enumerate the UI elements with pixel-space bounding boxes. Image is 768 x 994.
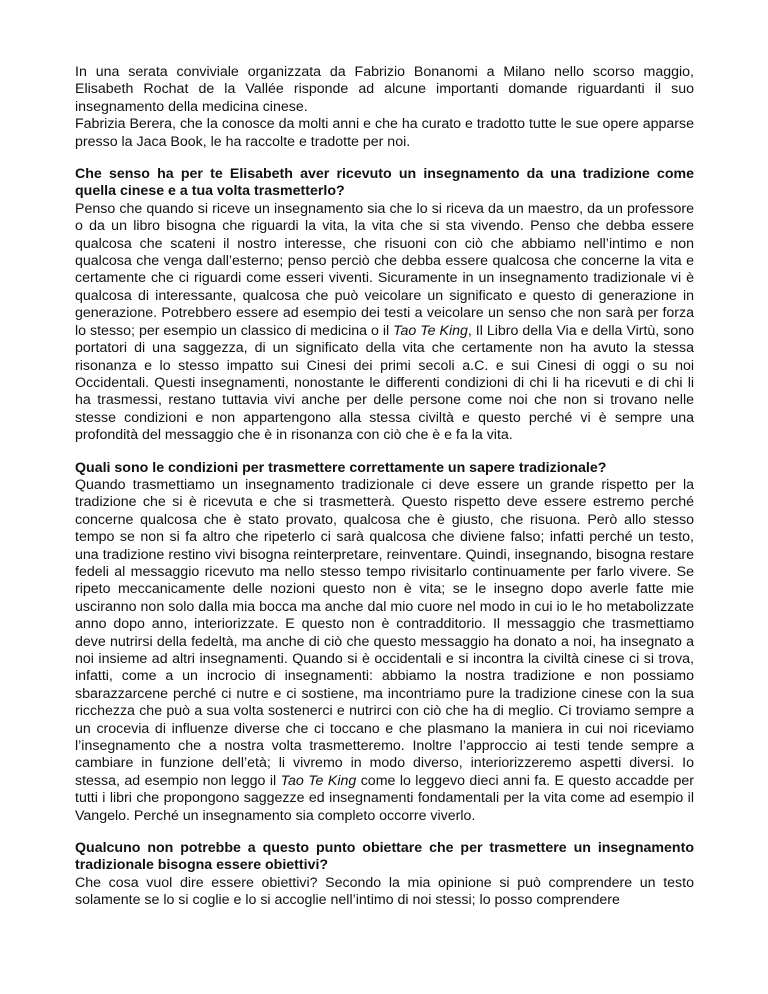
document-page xyxy=(75,64,694,910)
paragraph-gap xyxy=(75,151,694,166)
answer-1 xyxy=(75,201,694,445)
book-title-tao-te-king: Tao Te King xyxy=(393,322,468,339)
answer-1-text-b: , Il Libro della Via e della Virtù, sono portatori di una saggezza, di un significato della vita che certamente non ha avuto la stessa risonanza e lo stesso impatto sui Cinesi dei primi secoli a.C. e sui Cinesi di oggi o su noi Occidentali. Questi insegnamenti, nonostante le differenti condizioni di chi li ha ricevuti e di chi li ha trasmessi, restano tuttavia vivi anche per delle persone come noi che non si trovano nelle stesse condizioni e non appartengono alla stessa civiltà e questo perché vi è sempre una profondità del messaggio che è in risonanza con ciò che è e fa la vita. xyxy=(75,322,694,444)
paragraph-gap xyxy=(75,825,694,840)
intro-paragraph: In una serata conviviale organizzata da Fabrizio Bonanomi a Milano nello scorso maggio, Elisabeth Rochat de la Vallée risponde ad alcune importanti domande riguardanti il suo insegnamento della medicina cinese. xyxy=(75,64,694,115)
question-2: Quali sono le condizioni per trasmettere correttamente un sapere tradizionale? xyxy=(75,459,607,476)
question-1: Che senso ha per te Elisabeth aver ricevuto un insegnamento da una tradizione come quella cinese e a tua volta trasmetterlo? xyxy=(75,166,694,200)
answer-1-text-a: Penso che quando si riceve un insegnamento sia che lo si riceva da un maestro, da un professore o da un libro bisogna che riguardi la vita, la vita che si sta vivendo. Penso che debba essere qualcosa che scateni il nostro interesse, che risuoni con ciò che abbiamo nell’intimo e non qualcosa che venga dall’esterno; penso perciò che debba essere qualcosa che concerne la vita e certamente che ci riguardi come esseri viventi. Sicuramente in un insegnamento tradizionale vi è qualcosa di interessante, qualcosa che può veicolare un significato e questo di generazione in generazione. Potrebbero essere ad esempio dei testi a veicolare un senso che non sarà per forza lo stesso; per esempio un classico di medicina o il xyxy=(75,200,694,339)
answer-2 xyxy=(75,477,694,825)
answer-3: Che cosa vuol dire essere obiettivi? Secondo la mia opinione si può comprendere un testo solamente se lo si coglie e lo si accoglie nell’intimo di noi stessi; lo posso comprendere xyxy=(75,874,694,909)
intro-credit-paragraph: Fabrizia Berera, che la conosce da molti anni e che ha curato e tradotto tutte le sue opere apparse presso la Jaca Book, le ha raccolte e tradotte per noi. xyxy=(75,116,694,150)
book-title-tao-te-king: Tao Te King xyxy=(280,772,357,789)
question-3: Qualcuno non potrebbe a questo punto obiettare che per trasmettere un insegnamento tradizionale bisogna essere obiettivi? xyxy=(75,840,694,874)
answer-2-text-a: Quando trasmettiamo un insegnamento tradizionale ci deve essere un grande rispetto per la tradizione che si è ricevuta e che si trasmetterà. Questo rispetto deve essere estremo perché concerne qualcosa che è stato provato, qualcosa che è giusto, che risuona. Però allo stesso tempo se non si fa altro che ripeterlo ci sarà qualcosa che diviene falso; infatti perché un testo, una tradizione restino vivi bisogna reinterpretare, reinventare. Quindi, insegnando, bisogna restare fedeli al messaggio ricevuto ma nello stesso tempo rivisitarlo continuamente per farlo vivere. Se ripeto meccanicamente delle nozioni questo non è vita; se le insegno dopo averle fatte mie usciranno non solo dalla mia bocca ma anche dal mio cuore nel modo in cui io le ho metabolizzate anno dopo anno, interiorizzate. E questo non è contradditorio. Il messaggio che trasmettiamo deve nutrirsi della fedeltà, ma anche di ciò che questo messaggio ha donato a noi, ha insegnato a noi insieme ad altri insegnamenti. Quando si è occidentali e si incontra la civiltà cinese ci si trova, infatti, come a un incrocio di insegnamenti: abbiamo la nostra tradizione e non possiamo sbarazzarcene perché ci nutre e ci sostiene, ma incontriamo pure la tradizione cinese con la sua ricchezza che può a sua volta sostenerci e nutrirci con ciò che ha di meglio. Ci troviamo sempre a un crocevia di influenze diverse che ci toccano e che plasmano la maniera in cui noi riceviamo l’insegnamento che a nostra volta trasmetteremo. Inoltre l’approccio ai testi tende sempre a cambiare in funzione dell’età; li vivremo in modo diverso, interiorizzeremo aspetti diversi. Io stessa, ad esempio non leggo il xyxy=(75,476,694,789)
paragraph-gap xyxy=(75,445,694,460)
answer-2-text-b: come lo leggevo dieci anni fa. E questo accadde per tutti i libri che propongono saggezze ed insegnamenti fondamentali per la vita come ad esempio il Vangelo. Perché un insegnamento sia completo occorre viverlo. xyxy=(75,772,694,824)
